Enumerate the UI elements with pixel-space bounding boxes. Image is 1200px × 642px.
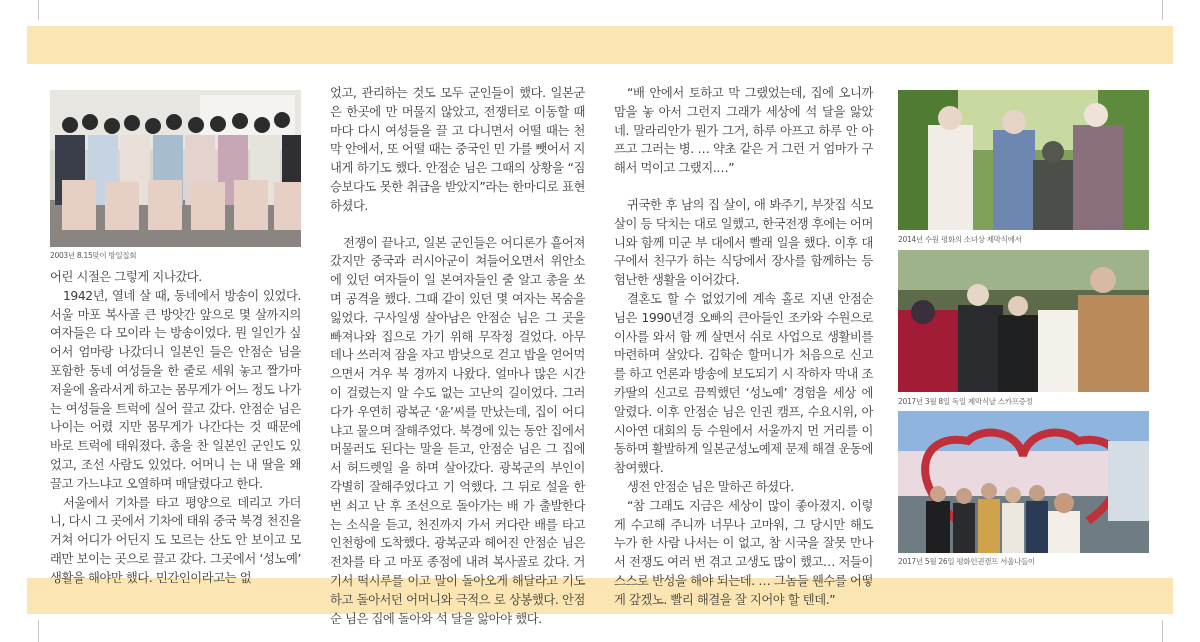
statue-photo <box>898 90 1149 230</box>
crop-mark <box>38 620 39 642</box>
group-photo <box>50 90 301 247</box>
photo-caption: 2014년 수원 평화의 소녀상 제막식에서 <box>898 235 1022 244</box>
crop-mark <box>38 0 39 20</box>
photo-caption: 2003년 8.15맞이 방일집회 <box>50 251 137 260</box>
text-column-1 <box>50 268 301 588</box>
photo-caption: 2017년 5월 26일 평화인권캠프 서울나들이 <box>898 557 1035 566</box>
paragraph: 결혼도 할 수 없었기에 계속 홀로 지낸 안점순 님은 1990년경 오빠의 큰아들인 조카와 수원으로 이사를 와서 함 께 살면서 쉬로 사업으로 생활비를 마련하며 살았다. 김학순 할머니가 처음으로 신고를 하고 언론과 방송에 보도되기 시 작하자 막내 조카딸의 신고로 끔찍했던 ‘성노예’ 경험을 세상 에 알렸다. 이후 안점순 님은 인권 캠프, 수요시위, 아시아연 대회의 등 수원에서 서울까지 먼 거리를 이동하며 활발하게 일본군성노예제 문제 해결 운동에 참여했다. <box>614 291 874 476</box>
crop-mark <box>1162 620 1163 642</box>
header-band <box>27 26 1173 64</box>
paragraph: 었고, 관리하는 것도 모두 군인들이 했다. 일본군은 한곳에 만 머물지 않았고, 전쟁터로 이동할 때마다 다시 여성들을 끌 고 다니면서 어떨 때는 천막 안에서, 또 어떨 때는 중국인 민 가를 뺏어서 지내게 하기도 했다. 안점순 님은 그때의 상황을 “짐승보다도 못한 취급을 받았지”라는 한마디로 표현하셨다. <box>330 86 586 213</box>
paragraph: 서울에서 기차를 타고 평양으로 데리고 가더니, 다시 그 곳에서 기차에 태워 중국 북경 천진을 거쳐 어디가 어딘지 도 모르는 산도 안 보이고 모래만 보이는 곳으로 끌고 갔다. 그곳에서 ‘성노예’ 생활을 해야만 했다. 민간인이라고는 없 <box>50 495 302 585</box>
photo-caption: 2017년 3월 8일 독일 제막식날 스카프증정 <box>898 397 1033 406</box>
paragraph: 1942년, 열네 살 때, 동네에서 방송이 있었다. 서울 마포 복사골 큰 방앗간 앞으로 몇 살까지의 여자들은 다 모이라 는 방송이었다. 뭔 일인가 싶어서 엄마랑 나갔더니 일본인 들은 안점순 님을 포함한 동네 여성들을 한 줄로 세워 놓고 짤가마 저울에 올라서게 하고는 몸무게가 어느 정도 나가는 여성들을 트럭에 실어 끌고 갔다. 안점순 님은 나이는 어렸 지만 몸무게가 나간다는 것 때문에 바로 트럭에 태워졌다. 총을 찬 일본인 군인도 있었고, 조선 사람도 있었다. 어머니 는 내 딸을 왜 끌고 가느냐고 오열하며 매달렸다고 한다. <box>50 288 301 491</box>
paragraph: “배 안에서 토하고 막 그랬었는데, 집에 오니까 맘을 놓 아서 그런지 그래가 세상에 석 달을 앓았네. 말라리안가 뭔가 그거, 하루 아프고 하루 안 아프고 그러는 병. … 약초 같은 거 그런 거 엄마가 구해서 먹이고 그랬지.…” <box>614 86 873 176</box>
text-column-3 <box>614 84 873 610</box>
paragraph: 어린 시절은 그렇게 지나갔다. <box>50 270 202 284</box>
paragraph: 귀국한 후 남의 집 살이, 애 봐주기, 부잣집 식모살이 등 닥치는 대로 일했고, 한국전쟁 후에는 어머니와 함께 미군 부 대에서 빨래 일을 했다. 이후 대구에서 친구가 하는 식당에서 장사를 함께하는 등 험난한 생활을 이어갔다. <box>614 197 873 288</box>
paragraph: “참 그래도 지금은 세상이 많이 좋아졌지. 이렇게 수고해 주니까 너무나 고마워, 그 당시만 해도 누가 한 사람 나서는 이 없고, 참 시국을 잘못 만나서 전쟁도 여러 번 겪고 고생도 많이 했고… 저들이 스스로 반성을 해야 되는데. … 그놈들 웬수를 어떻게 갚겠노. 빨리 해결을 잘 지어야 할 텐데.” <box>614 498 873 607</box>
peace-camp-photo <box>898 411 1149 553</box>
text-column-2 <box>330 84 585 628</box>
crop-mark <box>1162 0 1163 20</box>
scarf-ceremony-photo <box>898 250 1149 392</box>
paragraph: 생전 안점순 님은 말하곤 하셨다. <box>627 479 794 494</box>
paragraph: 전쟁이 끝나고, 일본 군인들은 어디론가 흩어져 갔지만 중국과 러시아군이 쳐들어오면서 위안소에 있던 여자들이 일 본여자들인 줄 알고 총을 쏘며 공격을 했다. 그때 같이 있던 몇 여자는 목숨을 잃었다. 구사일생 살아남은 안점순 님은 그 곳을 빠져나와 집으로 가기 위해 무작정 걸었다. 아무 데나 쓰러져 잠을 자고 밤낮으로 걷고 밥을 얻어먹으면서 겨우 북 경까지 나왔다. 얼마나 많은 시간이 걸렸는지 알 수도 없는 고난의 길이었다. 그러다가 우연히 광복군 ‘윤’씨를 만났는데, 집이 어디냐고 물으며 잘해주었다. 북경에 있는 동안 집에서 머물러도 된다는 말을 듣고, 안점순 님은 그 집에서 허드렛일 을 하며 살아갔다. 광복군의 부인이 각별히 잘해주었다고 기 억했다. 그 뒤로 설을 한 번 쇠고 난 후 조선으로 돌아가는 배 가 출발한다는 소식을 듣고, 천진까지 가서 커다란 배를 타고 인천항에 도착했다. 광복군과 헤어진 안점순 님은 전차를 타 고 마포 종점에 내려 복사골로 갔다. 거기서 떡시루를 이고 말이 돌아오게 해달라고 기도하고 돌아서던 어머니와 극적으 로 상봉했다. 안점순 님은 집에 돌아와 석 달을 앓아야 했다. <box>330 235 586 626</box>
